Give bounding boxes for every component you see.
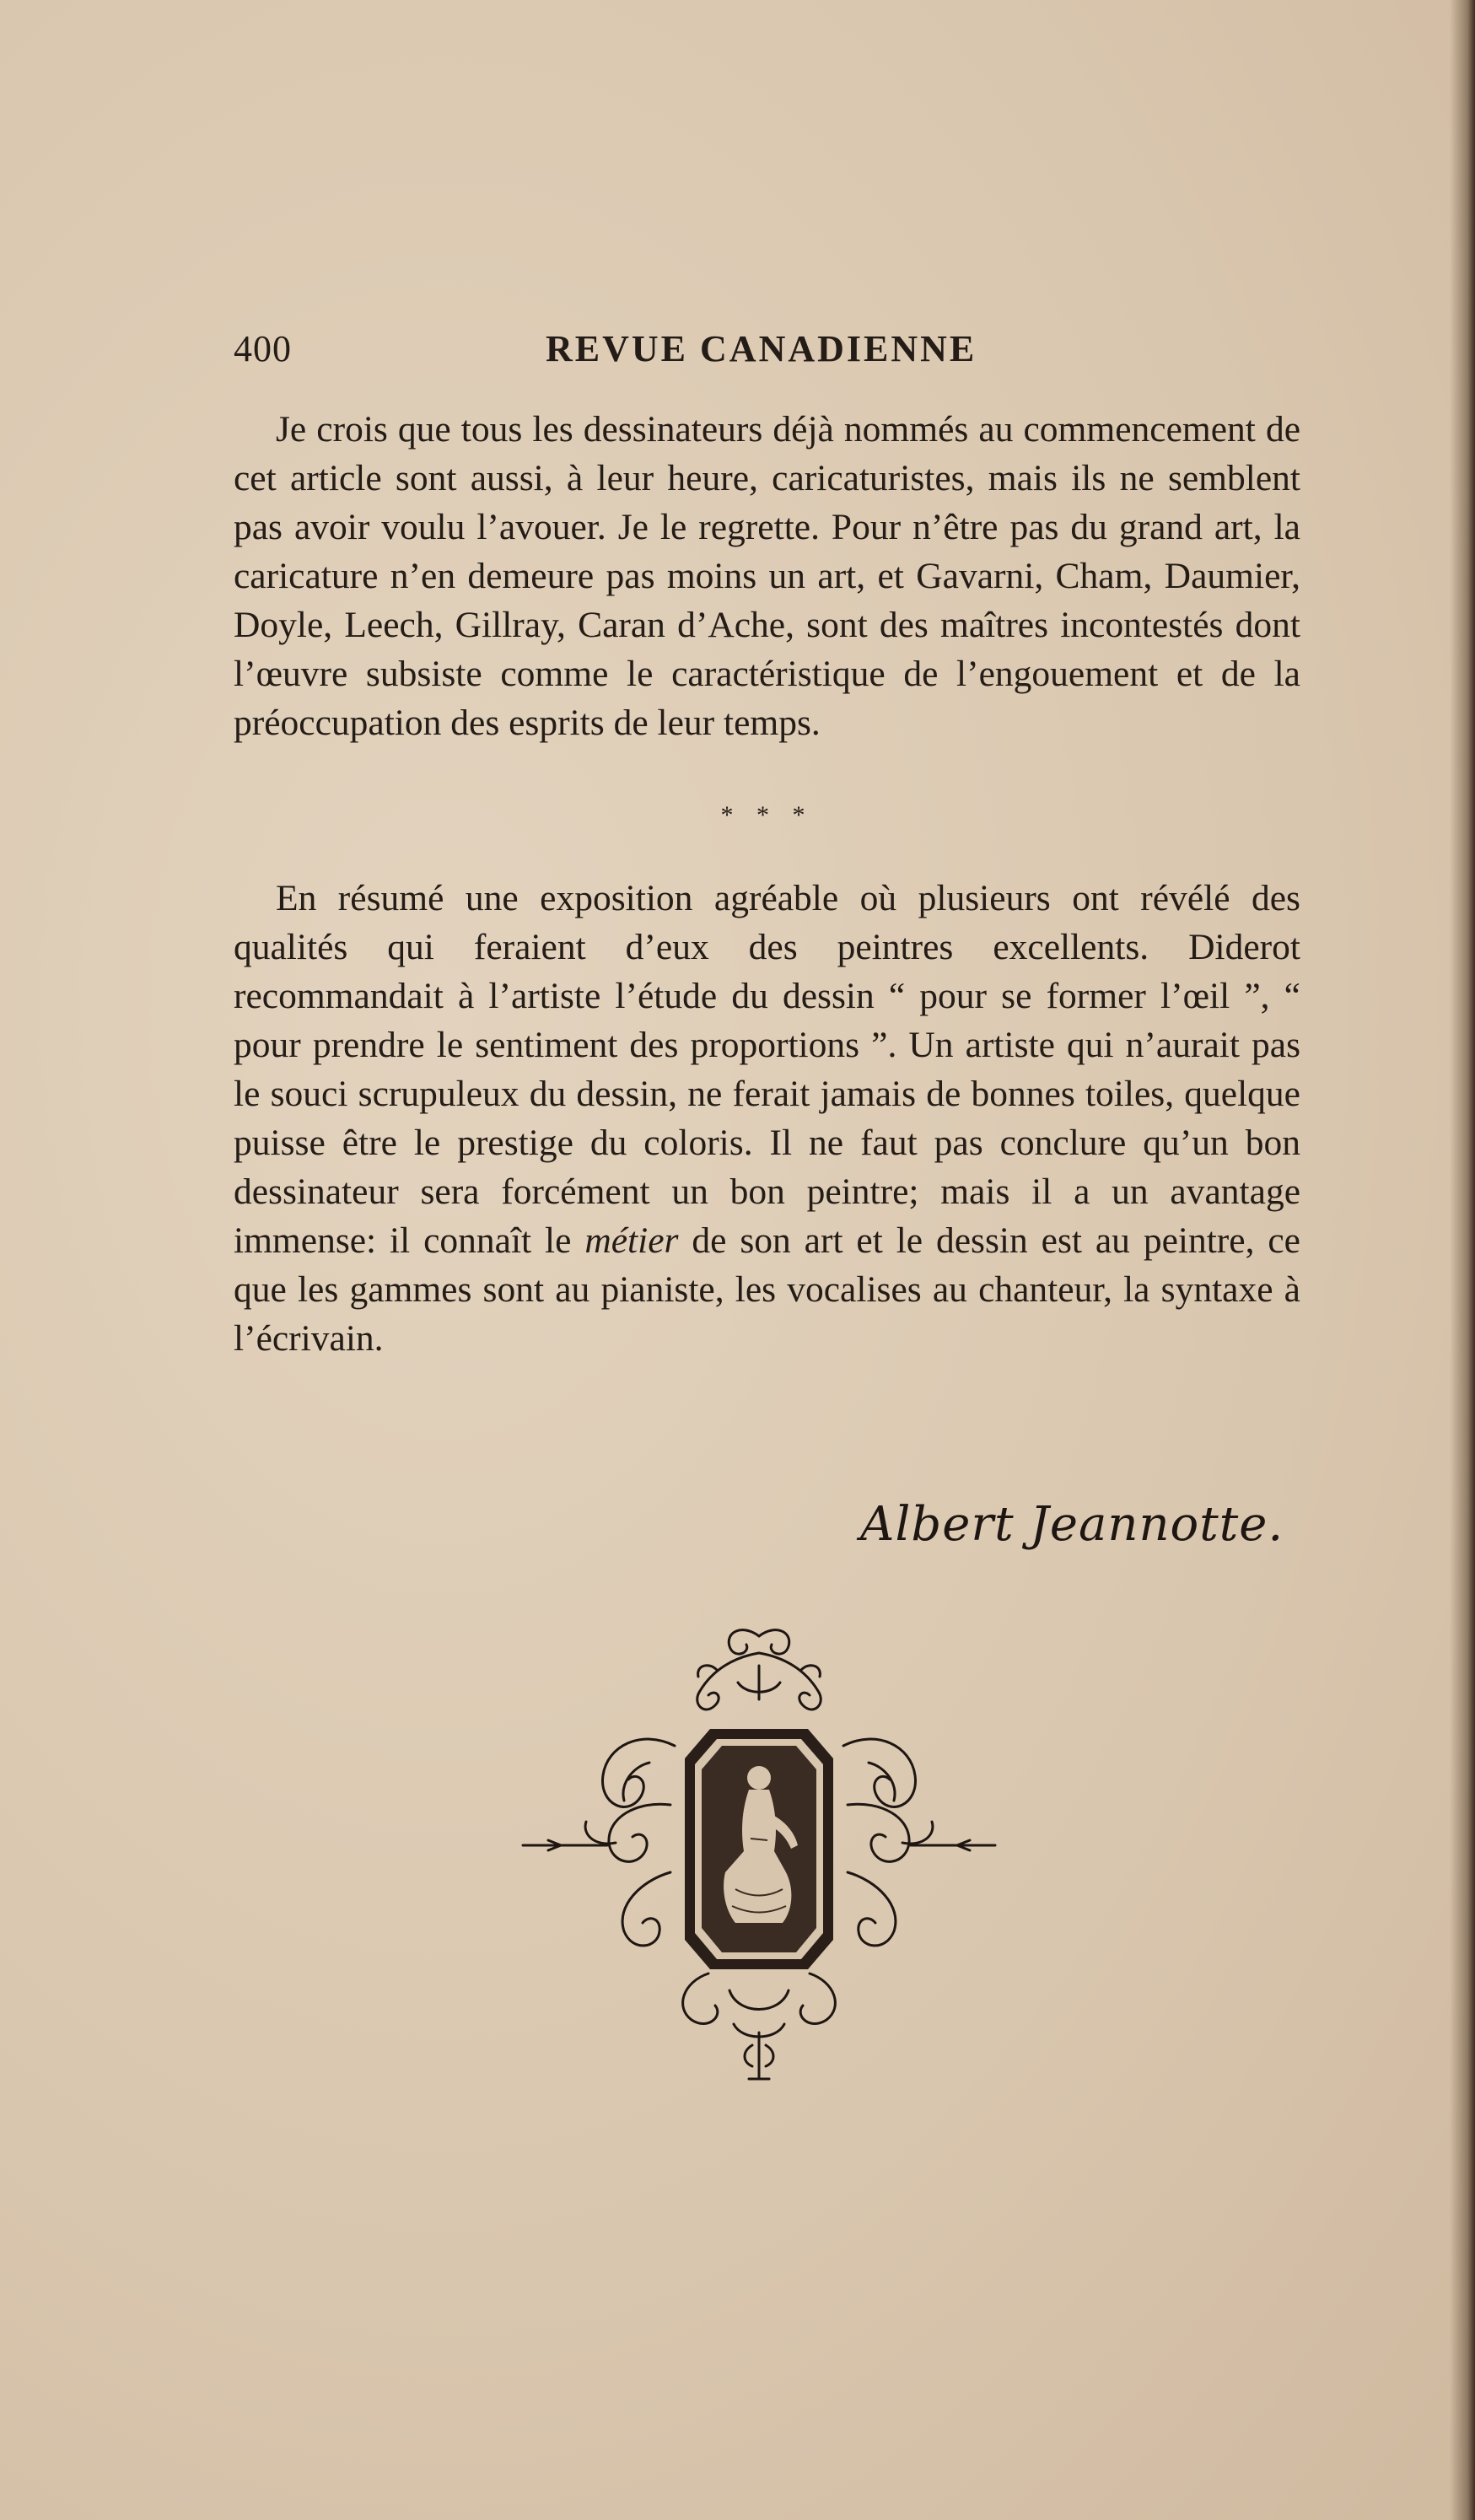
article-body <box>234 405 1300 1363</box>
running-title: REVUE CANADIENNE <box>546 328 977 369</box>
page-edge-shadow <box>1450 0 1475 2520</box>
paragraph-caricature: Je crois que tous les dessinateurs déjà nommés au commencement de cet article sont aussi, à leur heure, caricaturistes, mais ils ne semblent pas avoir voulu l’avouer. Je le regrette. Pour n’être pas du grand art, la caricature n’en demeure pas moins un art, et Gavarni, Cham, Daumier, Doyle, Leech, Gillray, Caran d’Ache, sont des maîtres incontestés dont l’œuvre subsiste comme le caractéristique de l’engouement et de la préoccupation des esprits de leur temps. <box>234 409 1300 743</box>
tail-piece-ornament-icon <box>514 1619 1004 2092</box>
running-header <box>234 322 1300 373</box>
author-signature: Albert Jeannotte. <box>860 1497 1284 1552</box>
paragraph-summary <box>234 874 1300 1363</box>
page-number: 400 <box>234 328 292 369</box>
section-separator: * * * <box>720 801 814 829</box>
paragraph-summary-text-1: En résumé une exposition agréable où plusieurs ont révélé des qualités qui feraient d’eux des peintres excellents. Diderot recommandait à l’artiste l’étude du dessin “ pour se former l’œil ”, “ pour prendre le sentiment des proportions ”. Un artiste qui n’aurait pas le souci scrupuleux du dessin, ne ferait jamais de bonnes toiles, quelque puisse être le prestige du coloris. Il ne faut pas conclure qu’un bon dessinateur sera forcément un bon peintre; mais il a un avantage immense: il connaît le <box>234 878 1300 1261</box>
italic-word-metier: métier <box>584 1220 679 1261</box>
paragraph-summary-text-2: de son art et le dessin est au peintre, ce que les gammes sont au pianiste, les vocalises au chanteur, la syntaxe à l’écrivain. <box>234 1220 1300 1359</box>
